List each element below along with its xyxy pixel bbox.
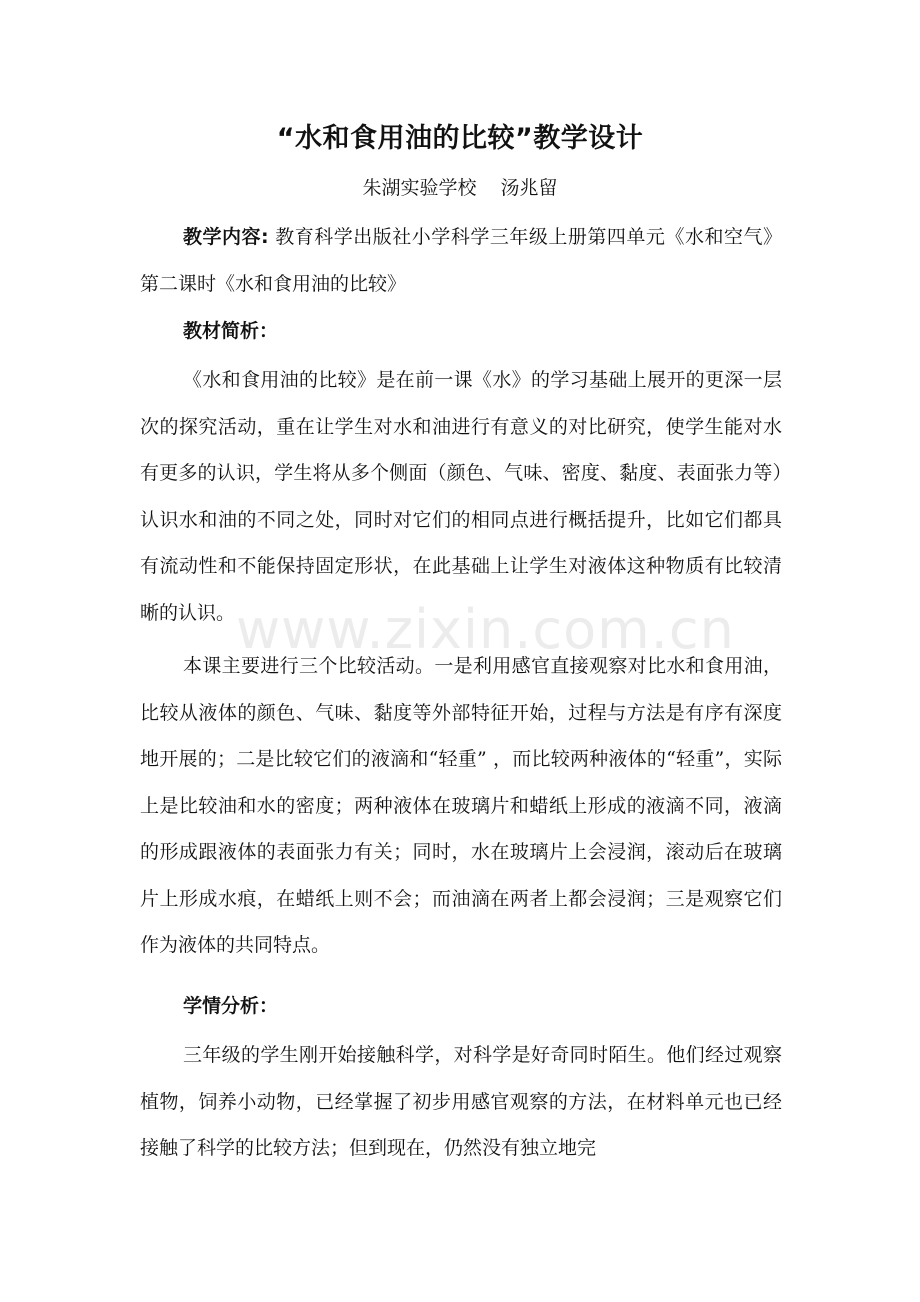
document-title: “水和食用油的比较”教学设计 xyxy=(276,123,644,154)
school-name: 朱湖实验学校 xyxy=(362,177,477,199)
textbook-analysis-paragraph-2: 本课主要进行三个比较活动。一是利用感官直接观察对比水和食用油，比较从液体的颜色、气味、黏度等外部特征开始，过程与方法是有序有深度地开展的；二是比较它们的液滴和“轻重” ，而比较两种液体的“轻重”，实际上是比较油和水的密度；两种液体在玻璃片和蜡纸上形成的液滴不同，液滴的形成跟液体的表面张力有关；同时，水在玻璃片上会浸润，滚动后在玻璃片上形成水痕，在蜡纸上则不会；而油滴在两者上都会浸润；三是观察它们作为液体的共同特点。 xyxy=(140,655,782,956)
teaching-content-text: 教育科学出版社小学科学三年级上册第四单元《水和空气》第二课时《水和食用油的比较》 xyxy=(140,226,782,295)
teaching-content-paragraph xyxy=(140,214,782,307)
author-name: 汤兆留 xyxy=(500,177,558,199)
student-analysis-paragraph: 三年级的学生刚开始接触科学，对科学是好奇同时陌生。他们经过观察植物，饲养小动物，已经掌握了初步用感官观察的方法，在材料单元也已经接触了科学的比较方法；但到现在，仍然没有独立地完 xyxy=(140,1044,782,1159)
author-line xyxy=(0,173,920,200)
teaching-content-heading: 教学内容: xyxy=(183,226,269,248)
textbook-analysis-heading: 教材简析： xyxy=(183,320,279,342)
textbook-analysis-paragraph-1: 《水和食用油的比较》是在前一课《水》的学习基础上展开的更深一层次的探究活动，重在让学生对水和油进行有意义的对比研究，使学生能对水有更多的认识，学生将从多个侧面（颜色、气味、密度、黏度、表面张力等）认识水和油的不同之处，同时对它们的相同点进行概括提升，比如它们都具有流动性和不能保持固定形状，在此基础上让学生对液体这种物质有比较清晰的认识。 xyxy=(140,369,782,624)
watermark: www.zixin.com.cn xyxy=(236,598,735,661)
student-analysis-heading: 学情分析： xyxy=(183,995,279,1017)
